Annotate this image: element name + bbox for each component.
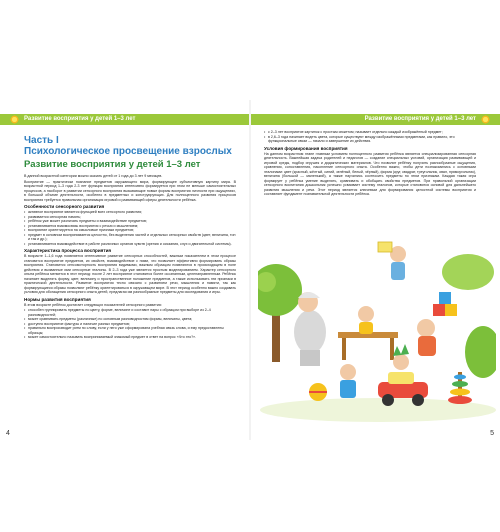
left-header-band — [0, 114, 250, 125]
paragraph: В этом возрасте ребёнок достигает следующих показателей сенсорного развития: — [24, 302, 162, 307]
list-item: • развивается сенсорная память; — [28, 215, 236, 220]
heading: Особенности сенсорного развития — [24, 204, 105, 209]
paragraph: В данной возрастной категории можно сказать детей от 1 года до 3 лет 9 месяцев. — [24, 174, 163, 178]
page-number-right: 5 — [490, 430, 494, 437]
paragraph: В возрасте 1–1,6 года появляется интенсивное развитие сенсорных способностей, важным показателем в этом процессе становится восприятие предметов, их свойств, взаимодействие с ними, что позволяет эффективно формировать образы восприятия. Становится сенсомоторность восприятия видимыми, важным образцом появляются в происходящем в поле действия и вызванные ими сенсорные эталоны. В 2–3 года уже является простым моделированием. Характер сенсорного опыта ребёнка меняется в этот период: после 2 лет восприятие становится более осознанным, целенаправленным. Ребёнок начинает выделять форму, цвет, величину и пространственное положение предметов, а также использовать эти признаки в практической деятельности. Развитие восприятия тесно связано с развитием речи, мышления и памяти, так как формирующиеся образы позволяют ребёнку ориентироваться в окружающем мире. В этот период особенно важно создавать условия для обогащения сенсорного опыта детей, предлагая им разнообразные предметы для исследования и игры. — [24, 254, 236, 294]
sun-icon — [481, 115, 490, 124]
children-playing-illustration — [258, 232, 496, 422]
list-item: • в 2,6–3 года начинает видеть цвета, которые существуют между изображёнными предметами, как правило, это функциональные связи — начало и завершение их действия. — [268, 135, 476, 144]
bullet-list — [24, 210, 236, 246]
heading: Нормы развития восприятия — [24, 296, 91, 302]
part-label: Часть I — [24, 135, 59, 146]
heading: Условия формирования восприятия — [264, 145, 348, 151]
sun-icon — [10, 115, 19, 124]
bullet-list — [264, 130, 476, 144]
list-item: • с 2–3 лет восприятие картинок с простым сюжетом; называет отдельно каждый изображённый предмет; — [268, 130, 476, 135]
list-item: • может сравнивать предметы (различные) по основным разновидностям формы, величины, цвета; — [28, 317, 236, 322]
page-number-left: 4 — [6, 430, 10, 437]
right-header-band — [250, 114, 500, 125]
list-item: • способен группировать предметы по цвету, форме, величине и составит пары с образцом при выборе из 2–4 разновидностей; — [28, 308, 236, 317]
list-item: • устанавливается взаимодействие в работе различных органов чувств (зрения и осязания, слух и двигательной системы). — [28, 242, 236, 247]
right-header-title: Развитие восприятия у детей 1–3 лет — [364, 116, 476, 122]
list-item: • восприятие ориентируется на смысловые признаки предметов; — [28, 228, 236, 233]
list-item: • устанавливается взаимосвязь восприятия с речью и мышлением; — [28, 224, 236, 229]
page-gutter — [249, 100, 251, 440]
list-item: • ребёнок уже может различать предметы и взаимодействие предметов; — [28, 219, 236, 224]
right-page-content — [264, 130, 476, 198]
list-item: • правильно воспроизводит ритм по слову, если у него уже сформирована учебная связь слова, и ему предоставлены образцы; — [28, 326, 236, 335]
paragraph: На данном возрастном этапе главным условием полноценного развития ребёнка является специализированная сенсорная деятельность. Важнейшая задача родителей и педагогов — создание специальных условий, организация развивающей и игровой среды, подбор игрушек и дидактических материалов. Что позволит ребёнку получить разнообразные ощущения, сравнения, сопоставления, накопление сенсорного опыта. Особенно важно, чтобы дети познакомились с основными эталонами: цвет (красный, жёлтый, синий, зелёный, белый, чёрный), форма (круг, квадрат, треугольник, овал, прямоугольник), величина (большой — маленький), а также научились соотносить предметы по этим признакам. Каждая такая игра формирует у ребёнка умение выделять, сравнивать и обобщать свойства предметов. При правильной организации сенсорного воспитания дошкольник успешно усваивает систему эталонов, которые становятся основой для дальнейшего развития мышления и речи. Этот период является ключевым для формирования целостной системы восприятия и составляет фундамент познавательной деятельности ребёнка. — [264, 151, 476, 196]
bullet-list — [24, 308, 236, 340]
list-item: • предмет в основном воспринимается целостно, без выделения частей и отдельных сенсорных свойств (цвет, величина, тон и так и др.); — [28, 233, 236, 242]
part-title: Психологическое просвещение взрослых — [24, 146, 232, 157]
paragraph: Восприятие — практически познание предметов окружающего мира, формирующее субъективную картину мира. В возрастной период 1–3 года 2-3 лет функция восприятия интенсивно формируется при этом не меньше самостоятельных процессов, а наоборот в развитии сенсорного восприятия вызывающие новые формы восприятия личности при ощущениях, в большой объеме деятельности, особенно в предметных и конструирующих. Для полноценного развития процессов восприятия требуется правильная организация игровой и развивающей сферы деятельности ребёнка. — [24, 179, 236, 202]
heading: Характеристика процесса восприятия — [24, 248, 112, 253]
left-page-content — [24, 130, 236, 341]
list-item: • активное восприятие является функцией всех сенсорного развития; — [28, 210, 236, 215]
section-title: Развитие восприятия у детей 1–3 лет — [24, 159, 201, 170]
list-item: • может самостоятельно называть воспринимаемый знакомый предмет в ответ на вопрос «Что это?». — [28, 335, 236, 340]
left-header-title: Развитие восприятия у детей 1–3 лет — [24, 116, 136, 122]
list-item: • доступно восприятие фактуры и наличие разных предметов; — [28, 322, 236, 327]
